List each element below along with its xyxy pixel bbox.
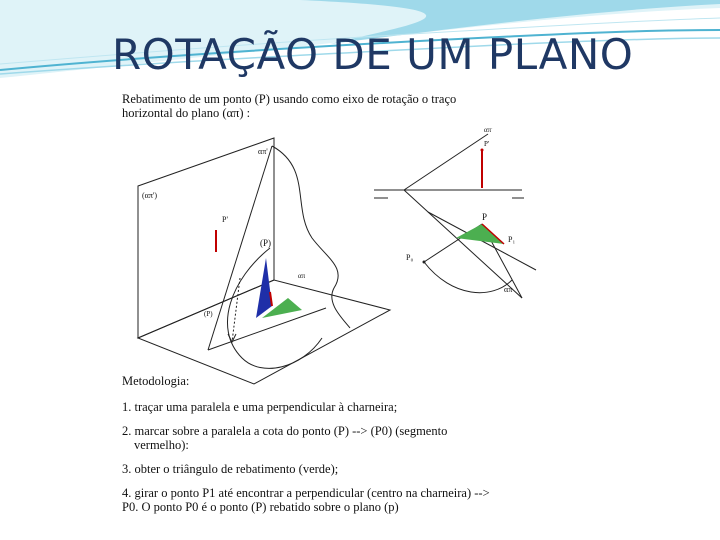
p0-point: [423, 261, 426, 264]
label-p0-2d: P₀: [406, 253, 414, 262]
label-p-space: (P): [260, 238, 271, 248]
figure-image: [112, 88, 570, 528]
orthographic-view: [374, 134, 536, 298]
methodology: [122, 374, 548, 514]
label-p-prime-2d: P': [484, 140, 490, 148]
method-step-1: 1. traçar uma paralela e uma perpendicular à charneira;: [122, 400, 398, 414]
vertical-trace-2d: [404, 134, 488, 190]
horizontal-trace-2d: [404, 190, 522, 298]
label-horiz-trace-3d: απ: [298, 272, 306, 280]
green-triangle-2d: [456, 224, 504, 244]
method-step-2b: vermelho):: [134, 438, 189, 452]
perspective-view: [138, 138, 390, 384]
label-vert-trace-2d: απ': [484, 128, 493, 134]
plane-curve: [272, 146, 350, 328]
method-step-4b: P0. O ponto P0 é o ponto (P) rebatido sobre o plano (p): [122, 500, 399, 514]
projection-line: [232, 278, 240, 342]
method-step-2a: 2. marcar sobre a paralela a cota do ponto (P) --> (P0) (segmento: [122, 424, 448, 438]
figure-caption-line1: Rebatimento de um ponto (P) usando como eixo de rotação o traço: [122, 92, 457, 106]
vertical-plane: [138, 138, 274, 338]
method-step-4a: 4. girar o ponto P1 até encontrar a perpendicular (centro na charneira) -->: [122, 486, 490, 500]
slide-title: ROTAÇÃO DE UM PLANO: [112, 30, 634, 79]
plane-vertical-trace-3d: [208, 146, 272, 350]
blue-triangle: [256, 258, 272, 318]
label-arc-3d: (P): [204, 310, 213, 318]
label-vert-plane: (απ'): [142, 191, 157, 200]
method-step-3: 3. obter o triângulo de rebatimento (verde);: [122, 462, 339, 476]
label-p-2d: P: [482, 212, 488, 222]
label-p-prime-3d: P': [222, 215, 228, 224]
method-heading: Metodologia:: [122, 374, 190, 388]
label-p1-2d: P₁: [508, 235, 516, 244]
label-horiz-trace-2d: απ: [504, 285, 513, 294]
p-prime-point: [481, 149, 484, 152]
label-plane-top: απ': [258, 147, 268, 156]
figure-caption-line2: horizontal do plano (απ) :: [122, 106, 251, 120]
